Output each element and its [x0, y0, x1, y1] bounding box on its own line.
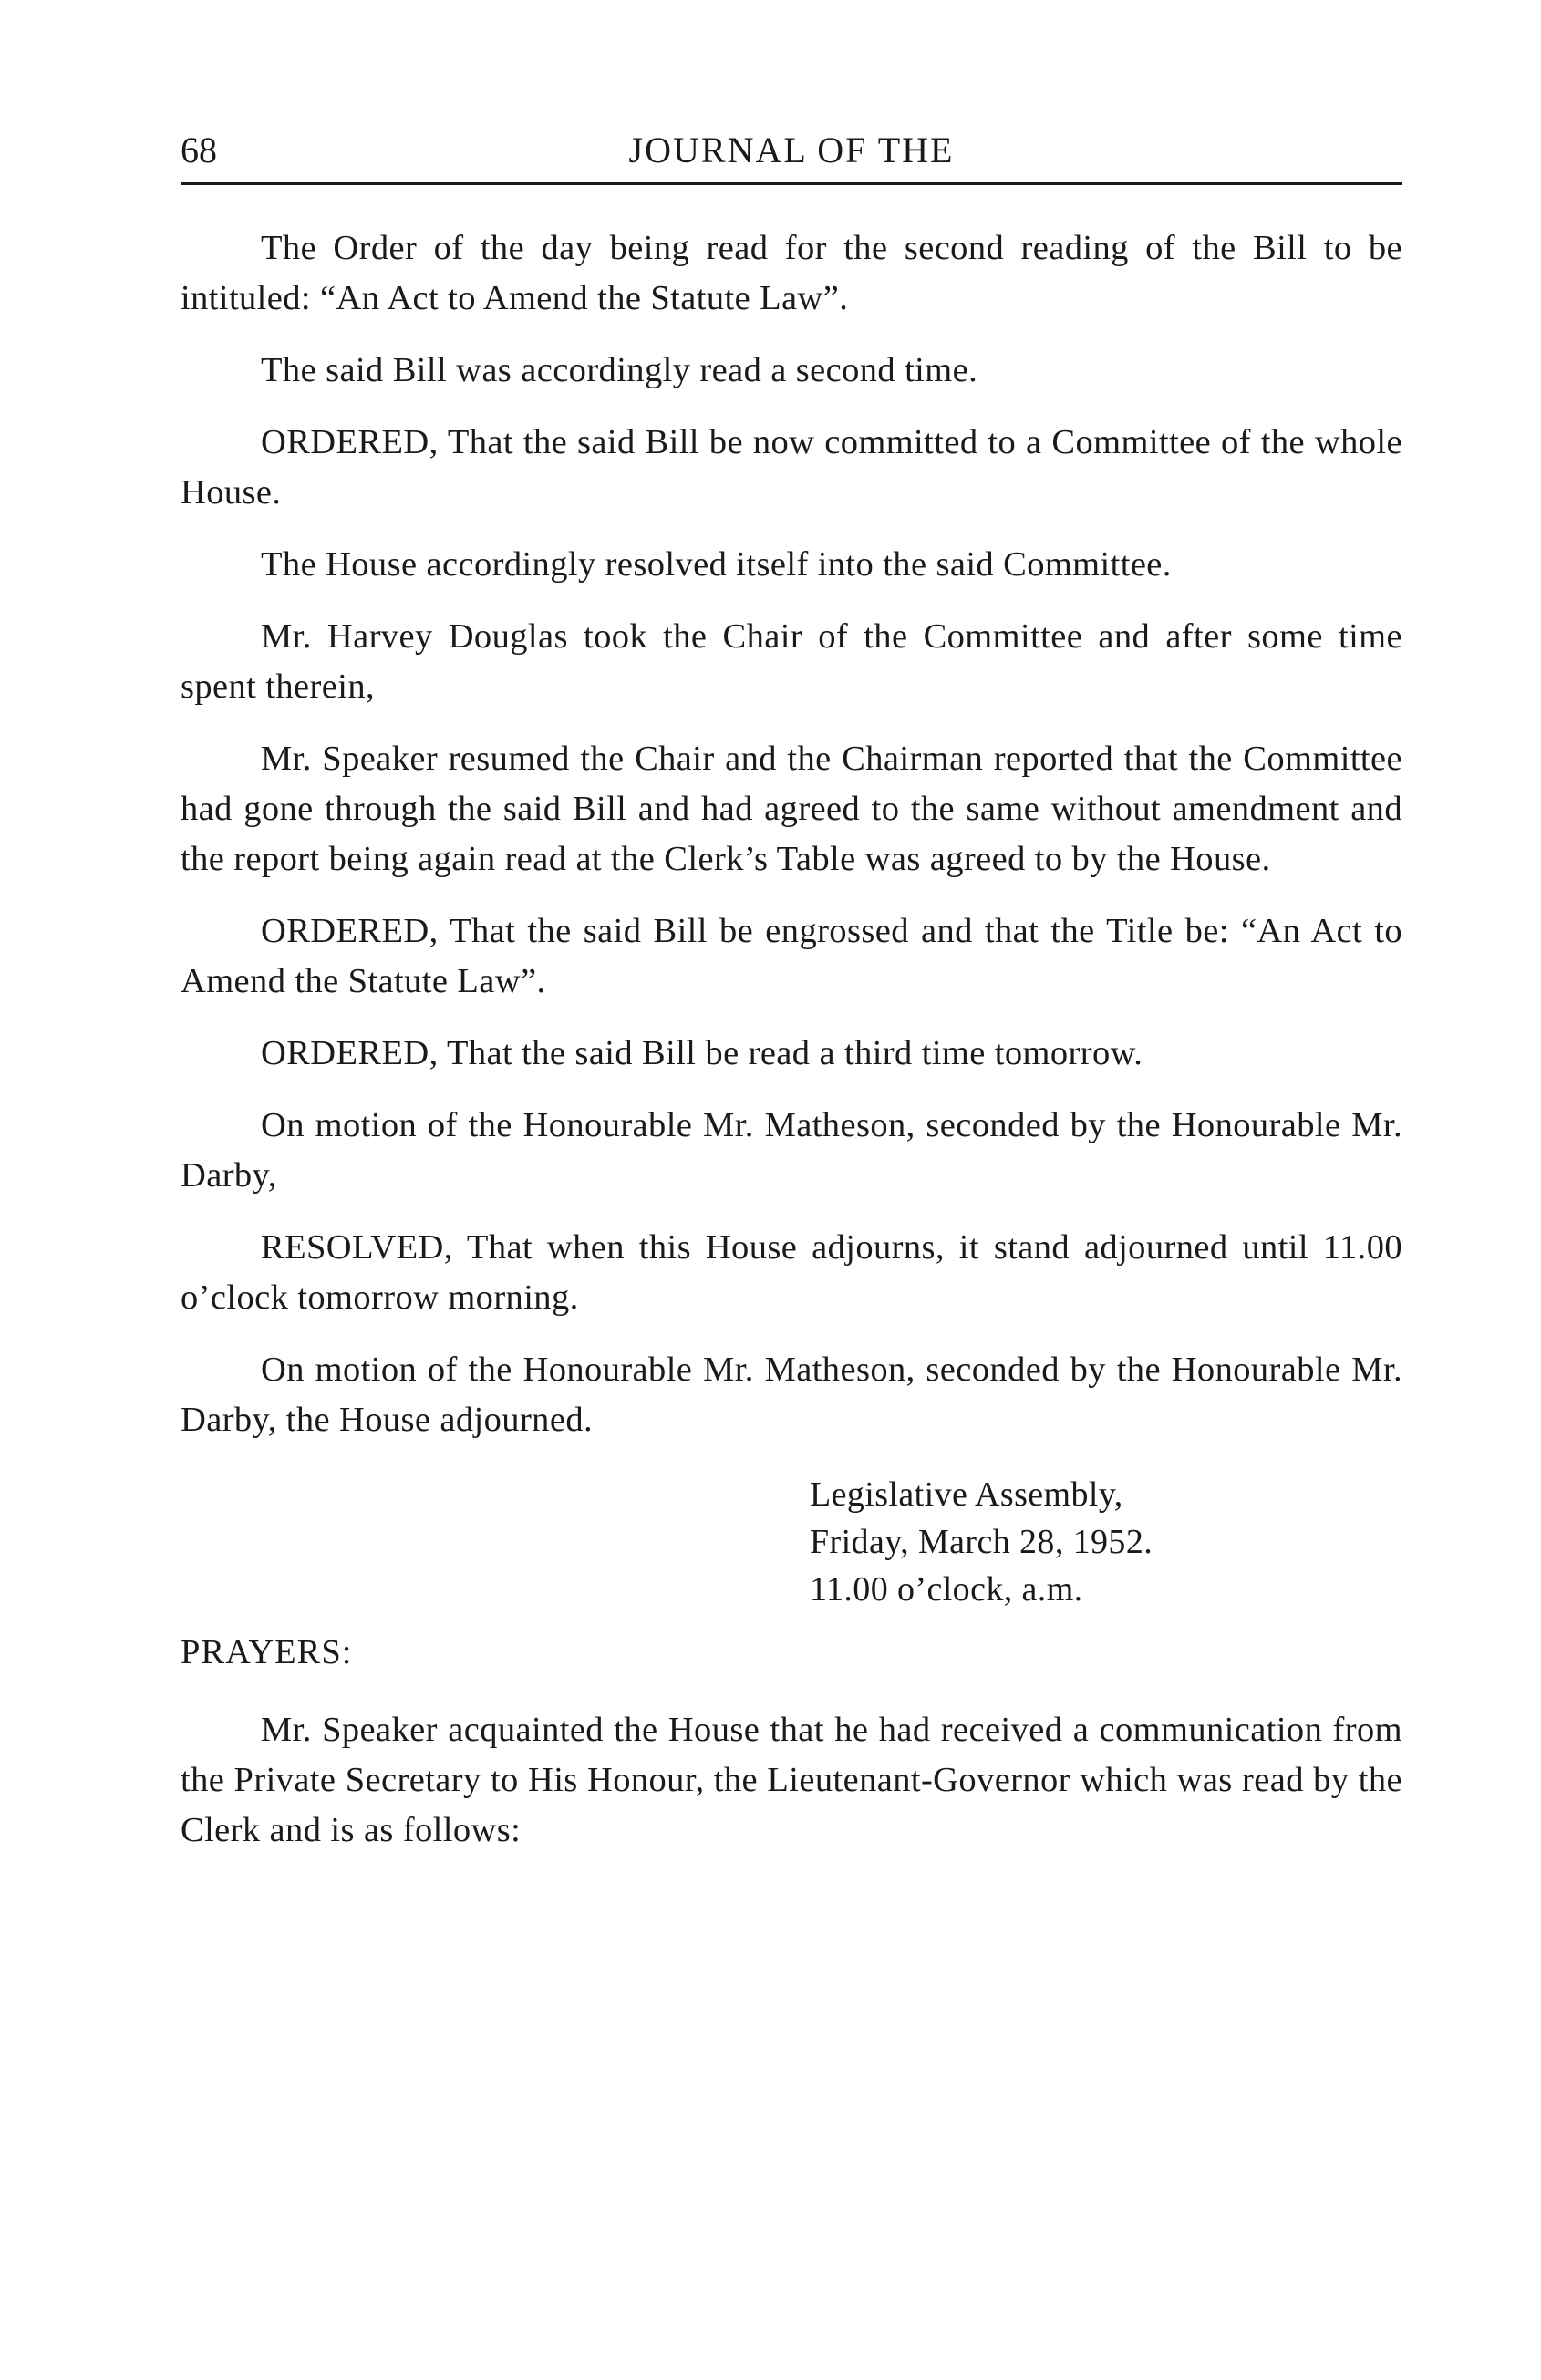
paragraph-order-of-day: The Order of the day being read for the second reading of the Bill to be intituled: “An Act to Amend the Statute Law”. — [181, 229, 1402, 317]
sitting-time: 11.00 o’clock, a.m. — [810, 1570, 1083, 1609]
sitting-place: Legislative Assembly, — [810, 1475, 1123, 1514]
paragraph-motion-adjourned: On motion of the Honourable Mr. Matheson, seconded by the Honourable Mr. Darby, the House adjourned. — [181, 1350, 1402, 1439]
paragraph-second-reading: The said Bill was accordingly read a second time. — [261, 351, 978, 389]
paragraph-speaker-communication: Mr. Speaker acquainted the House that he had received a communication from the Private Secretary to His Honour, the Lieutenant-Governor which was read by the Clerk and is as follows: — [181, 1711, 1402, 1849]
paragraph-chair-taken: Mr. Harvey Douglas took the Chair of the Committee and after some time spent therein, — [181, 617, 1402, 706]
paragraph-resolved-adjourn: RESOLVED, That when this House adjourns, it stand adjourned until 11.00 o’clock tomorrow morning. — [181, 1228, 1402, 1317]
paragraph-resolved-into-committee: The House accordingly resolved itself into the said Committee. — [261, 545, 1172, 584]
page-number: 68 — [181, 129, 217, 171]
journal-body — [181, 223, 1402, 1878]
running-title: JOURNAL OF THE — [628, 129, 955, 171]
paragraph-engrossed: ORDERED, That the said Bill be engrossed and that the Title be: “An Act to Amend the Statute Law”. — [181, 912, 1402, 1000]
page-header — [181, 128, 1402, 185]
sitting-date: Friday, March 28, 1952. — [810, 1523, 1153, 1561]
sitting-dateline — [810, 1471, 1402, 1613]
paragraph-speaker-resumed: Mr. Speaker resumed the Chair and the Chairman reported that the Committee had gone through the said Bill and had agreed to the same without amendment and the report being again read at the Clerk’s Table was agreed to by the House. — [181, 740, 1402, 878]
paragraph-third-reading: ORDERED, That the said Bill be read a third time tomorrow. — [261, 1034, 1143, 1072]
paragraph-motion-1: On motion of the Honourable Mr. Matheson, seconded by the Honourable Mr. Darby, — [181, 1106, 1402, 1195]
paragraph-committed: ORDERED, That the said Bill be now committed to a Committee of the whole House. — [181, 423, 1402, 512]
prayers-heading: PRAYERS: — [181, 1633, 353, 1671]
